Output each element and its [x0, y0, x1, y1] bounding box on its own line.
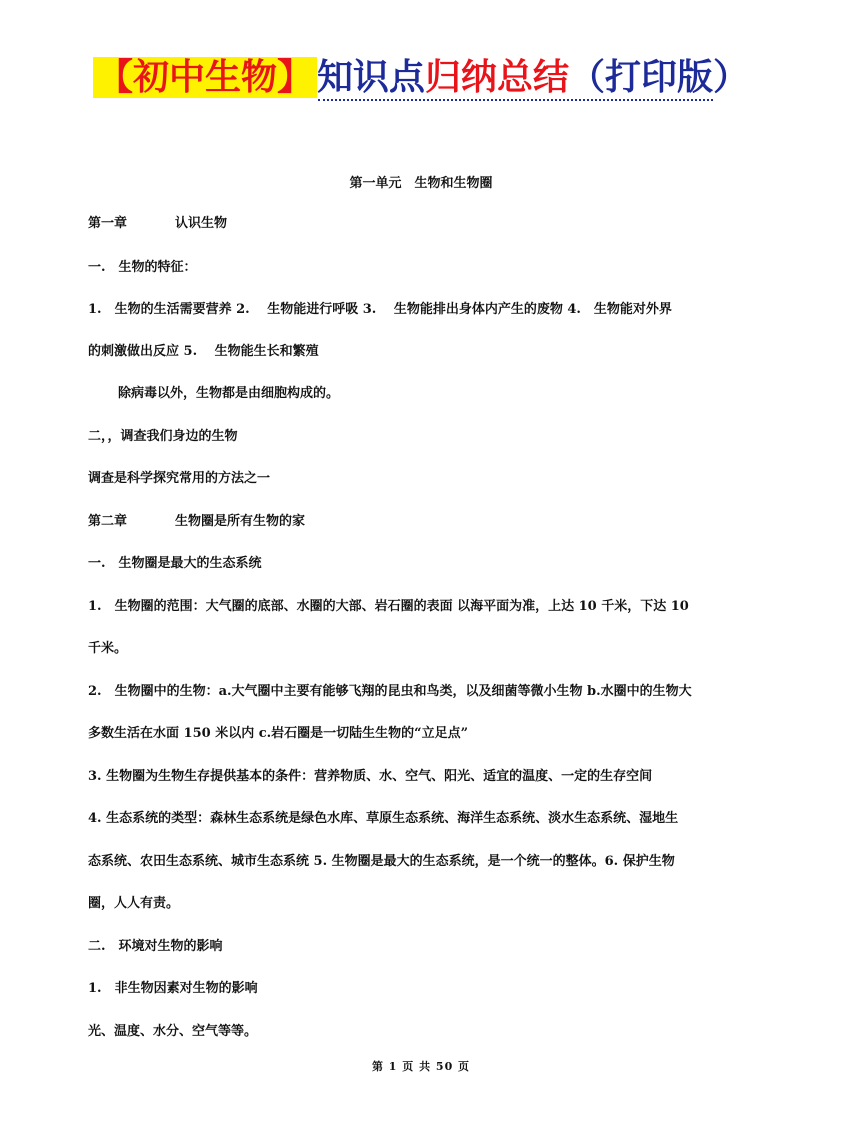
- section-heading: 二. 环境对生物的影响: [88, 939, 223, 954]
- note-line: 除病毒以外，生物都是由细胞构成的。: [118, 386, 340, 401]
- chapter-2-title: 生物圈是所有生物的家: [175, 514, 306, 529]
- paragraph-line: 2. 生物圈中的生物：a.大气圈中主要有能够飞翔的昆虫和鸟类，以及细菌等微小生物 b.水圈中的生物大: [88, 684, 692, 699]
- paragraph-line: 圈，人人有责。: [88, 896, 180, 911]
- paragraph-line: 调查是科学探究常用的方法之一: [88, 471, 271, 486]
- paragraph-line: 1. 非生物因素对生物的影响: [88, 981, 258, 996]
- banner-text-1: 知识点: [316, 57, 425, 98]
- paragraph-line: 千米。: [88, 641, 128, 656]
- paragraph-line: 光、温度、水分、空气等等。: [88, 1024, 258, 1039]
- chapter-1-title: 认识生物: [175, 216, 228, 231]
- chapter-1-heading: [88, 212, 750, 231]
- banner-text-2: 归纳总结: [425, 57, 570, 98]
- section-heading: 一. 生物的特征：: [88, 260, 197, 275]
- page-number: 第 1 页 共 50 页: [371, 1060, 471, 1073]
- chapter-1-number: 第一章: [88, 216, 128, 231]
- banner-text-3: （打印版）: [569, 57, 750, 98]
- title-banner: [0, 50, 842, 106]
- paragraph-line: 1. 生物圈的范围：大气圈的底部、水圈的大部、岩石圈的表面 以海平面为准，上达 10 千米，下达 10: [88, 599, 689, 614]
- chapter-2-heading: [88, 510, 750, 529]
- paragraph-line: 4. 生态系统的类型：森林生态系统是绿色水库、草原生态系统、海洋生态系统、淡水生态系统、湿地生: [88, 811, 679, 826]
- paragraph-line: 1. 生物的生活需要营养 2. 生物能进行呼吸 3. 生物能排出身体内产生的废物 4. 生物能对外界: [88, 302, 672, 317]
- section-heading: 二，，调查我们身边的生物: [88, 429, 238, 444]
- paragraph-line: 多数生活在水面 150 米以内 c.岩石圈是一切陆生生物的“立足点”: [88, 726, 469, 741]
- paragraph-line: 3. 生物圈为生物生存提供基本的条件：营养物质、水、空气、阳光、适宜的温度、一定的生存空间: [88, 769, 653, 784]
- banner-subject: 【初中生物】: [93, 57, 317, 98]
- paragraph-line: 态系统、农田生态系统、城市生态系统 5. 生物圈是最大的生态系统，是一个统一的整体。6. 保护生物: [88, 854, 675, 869]
- unit-title: 第一单元 生物和生物圈: [349, 176, 493, 191]
- section-heading: 一. 生物圈是最大的生态系统: [88, 556, 262, 571]
- banner-underline: [318, 99, 713, 101]
- chapter-2-number: 第二章: [88, 514, 128, 529]
- paragraph-line: 的刺激做出反应 5. 生物能生长和繁殖: [88, 344, 319, 359]
